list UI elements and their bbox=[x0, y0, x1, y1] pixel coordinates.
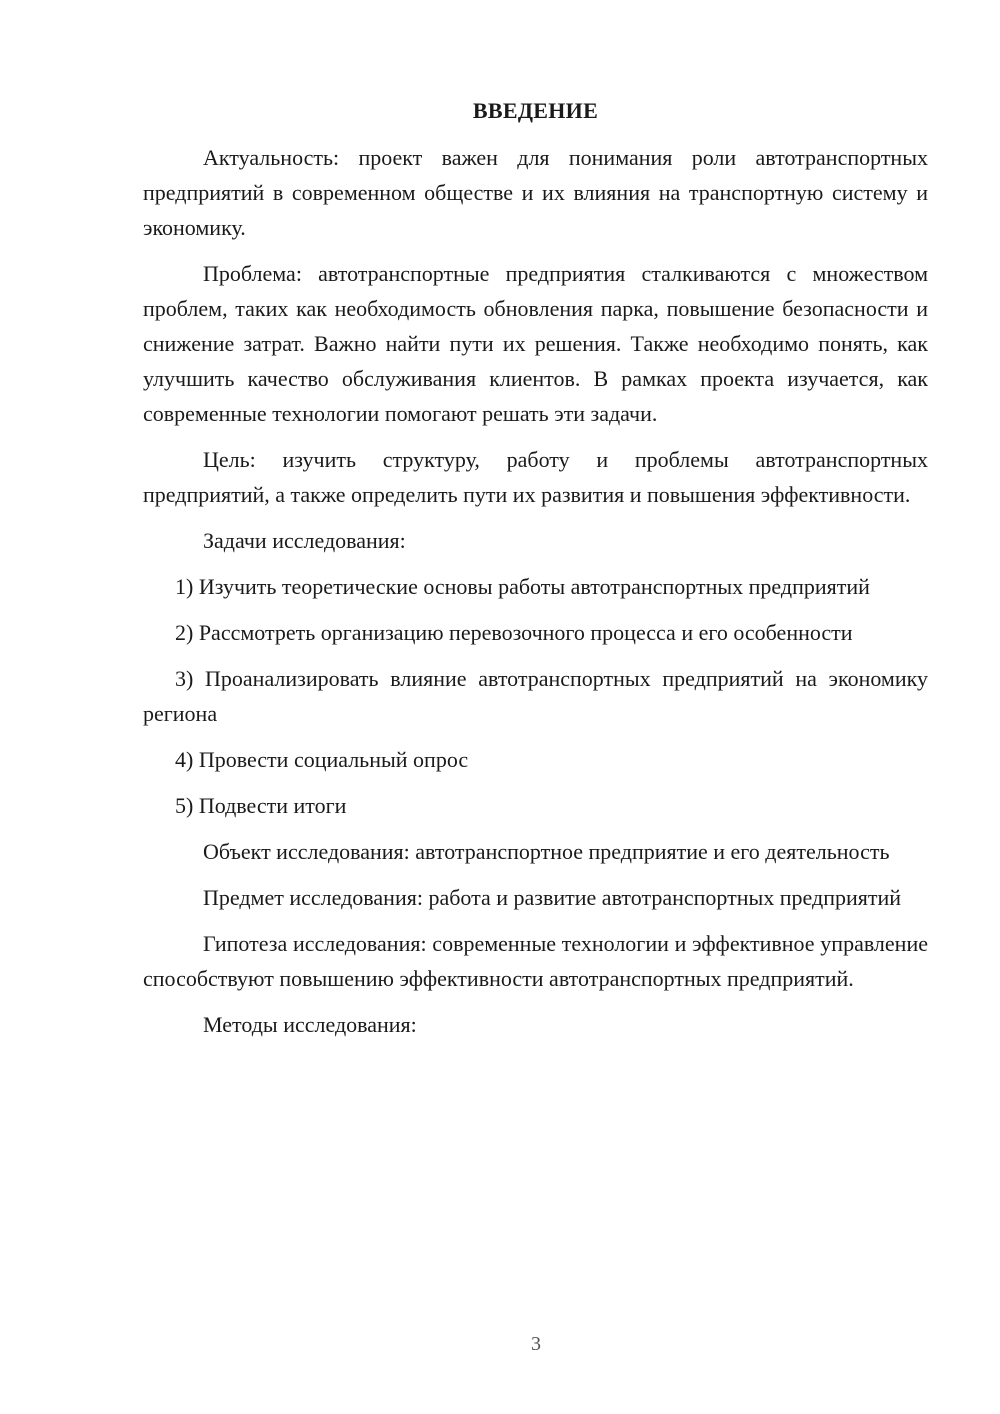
subject-paragraph: Предмет исследования: работа и развитие автотранспортных предприятий bbox=[203, 885, 902, 910]
relevance-paragraph: Актуальность: проект важен для понимания роли автотранспортных предприятий в современном обществе и их влияния на транспортную систему и экономику. bbox=[143, 145, 928, 240]
page-number: 3 bbox=[531, 1333, 541, 1355]
tasks-title: Задачи исследования: bbox=[203, 528, 406, 553]
goal-paragraph: Цель: изучить структуру, работу и проблемы автотранспортных предприятий, а также определить пути их развития и повышения эффективности. bbox=[143, 447, 928, 507]
problem-paragraph: Проблема: автотранспортные предприятия сталкиваются с множеством проблем, таких как необходимость обновления парка, повышение безопасности и снижение затрат. Важно найти пути их решения. Также необходимо понять, как улучшить качество обслуживания клиентов. В рамках проекта изучается, как современные технологии помогают решать эти задачи. bbox=[143, 261, 928, 426]
task-item: 5) Подвести итоги bbox=[175, 793, 347, 818]
task-item: 2) Рассмотреть организацию перевозочного процесса и его особенности bbox=[175, 620, 853, 645]
methods-title: Методы исследования: bbox=[203, 1012, 417, 1037]
section-heading: ВВЕДЕНИЕ bbox=[472, 98, 599, 123]
object-paragraph: Объект исследования: автотранспортное предприятие и его деятельность bbox=[203, 839, 890, 864]
task-item: 3) Проанализировать влияние автотранспортных предприятий на экономику региона bbox=[143, 666, 928, 726]
task-item: 4) Провести социальный опрос bbox=[175, 747, 469, 772]
task-item: 1) Изучить теоретические основы работы автотранспортных предприятий bbox=[175, 574, 870, 599]
hypothesis-paragraph: Гипотеза исследования: современные технологии и эффективное управление способствуют повышению эффективности автотранспортных предприятий. bbox=[143, 931, 928, 991]
page-content bbox=[143, 96, 928, 1053]
